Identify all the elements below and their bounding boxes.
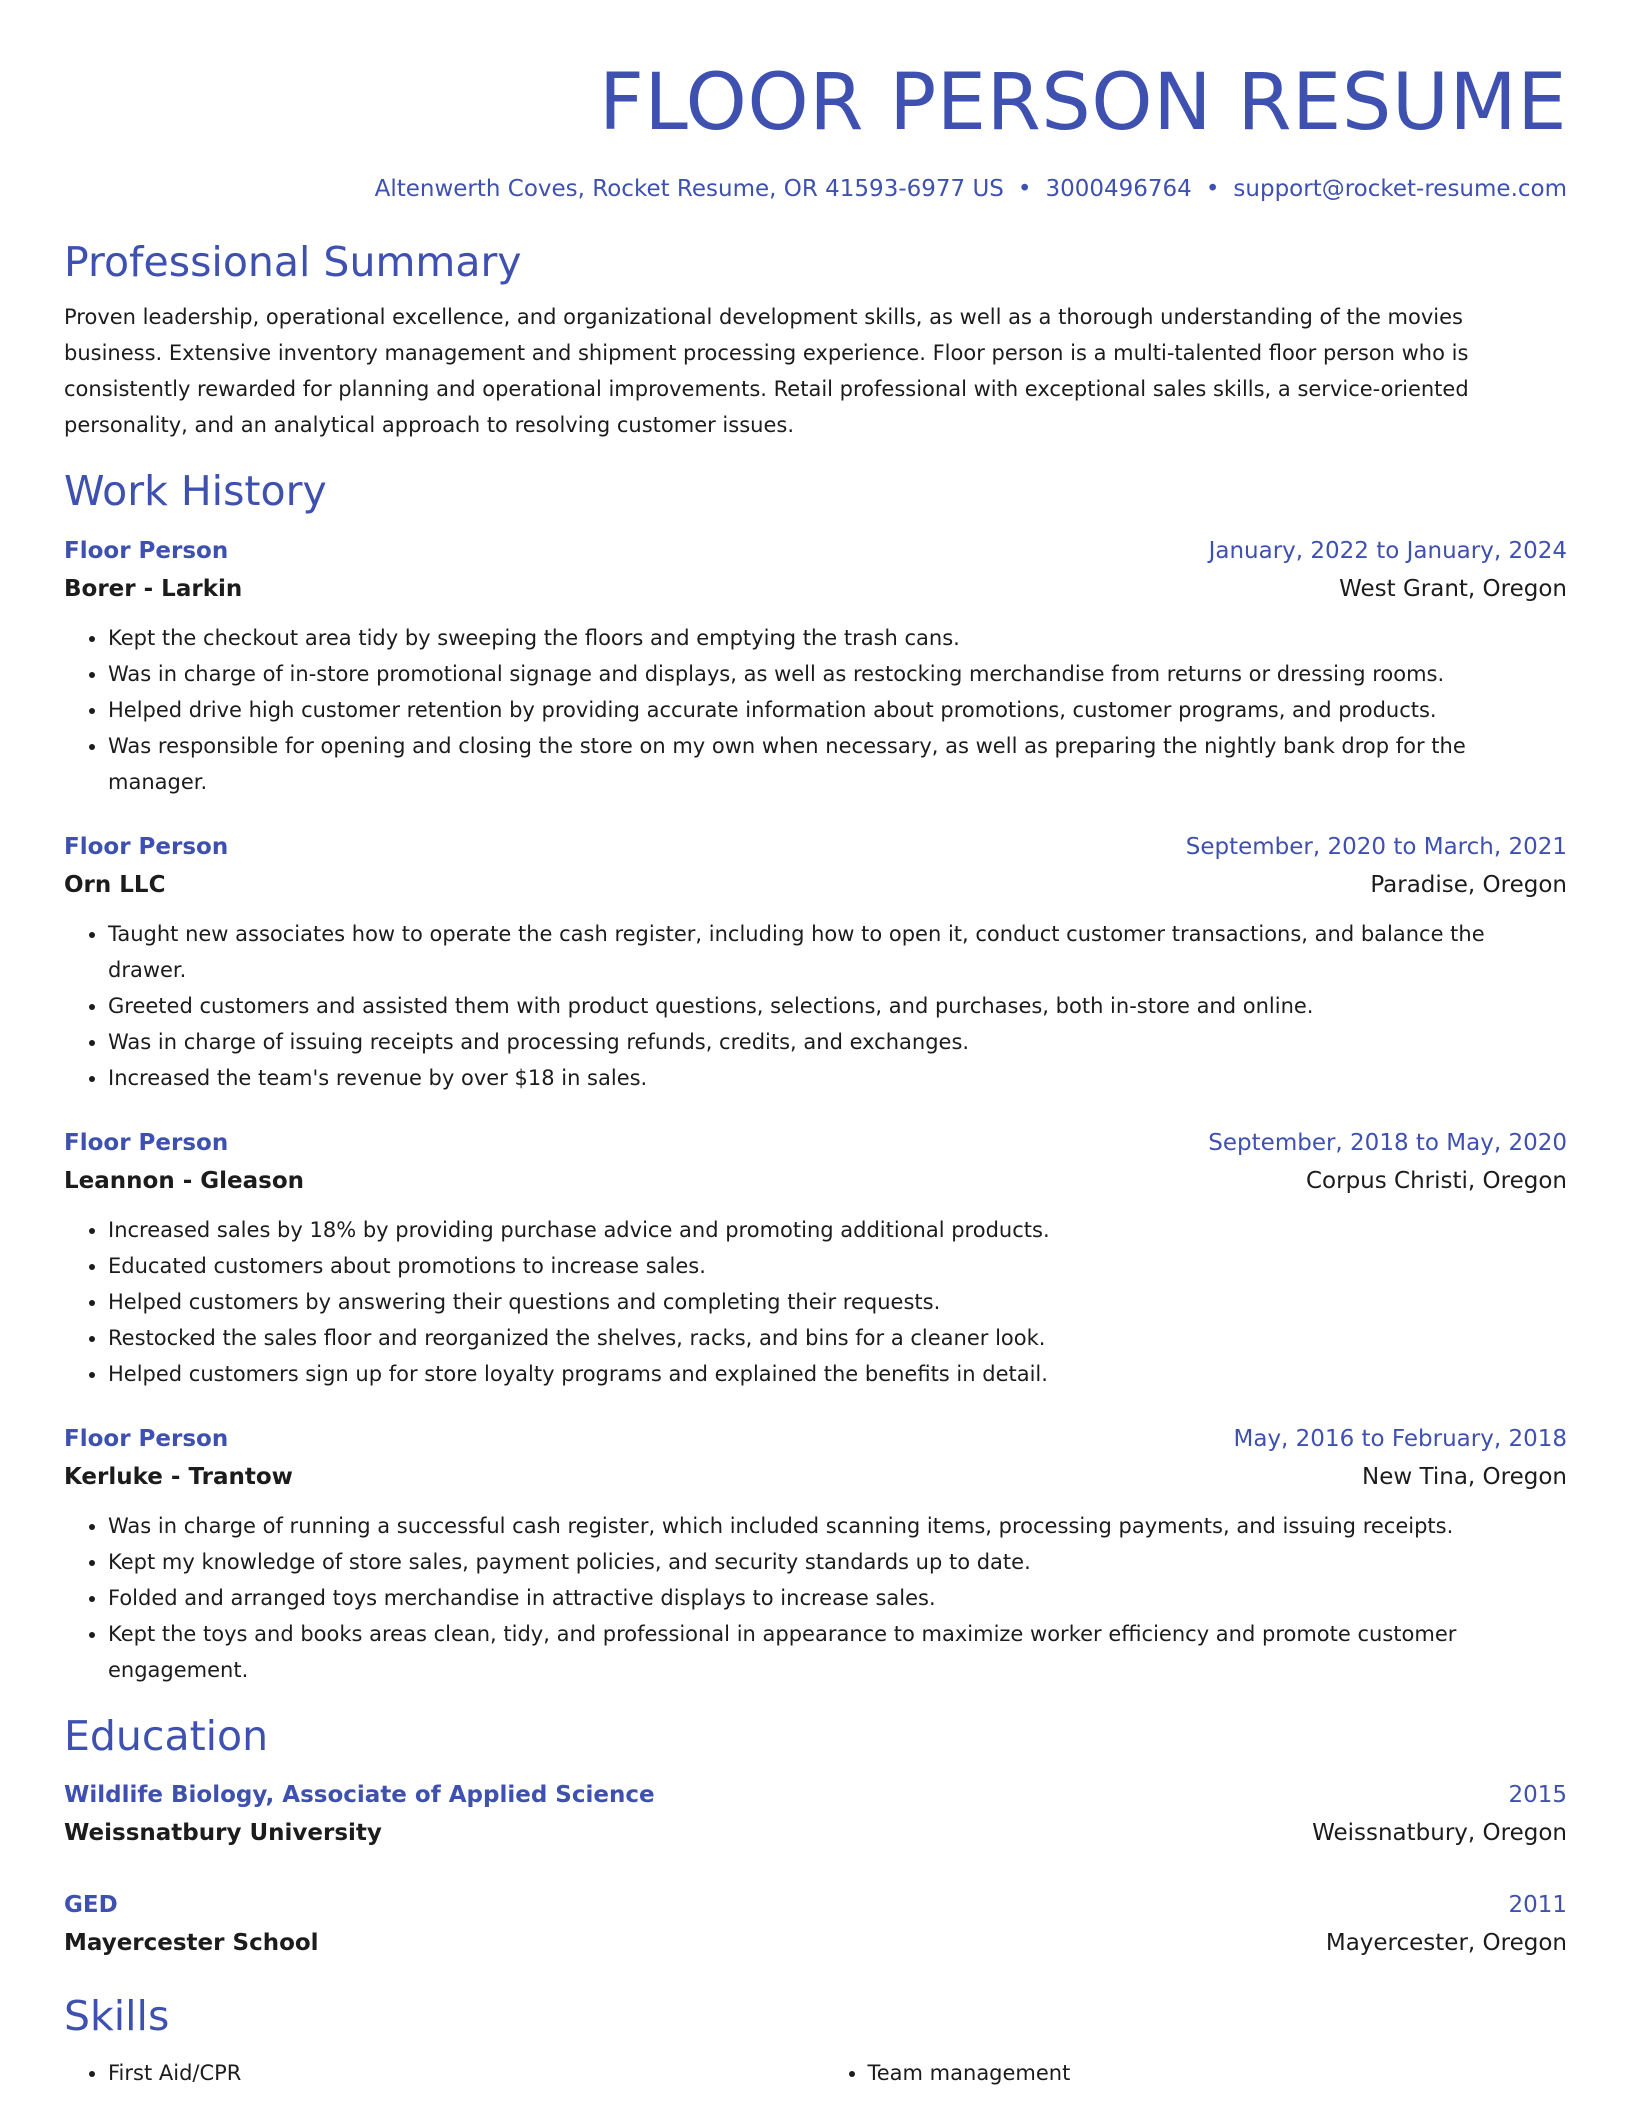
job-bullet: • Kept my knowledge of store sales, payment policies, and security standards up to date.	[108, 1544, 1567, 1580]
job-bullet: • Increased the team's revenue by over $18 in sales.	[108, 1060, 1567, 1096]
contact-line	[64, 176, 1567, 202]
skill-item: • First Aid/CPR	[108, 2055, 808, 2091]
job-bullet: • Restocked the sales floor and reorganized the shelves, racks, and bins for a cleaner look.	[108, 1320, 1567, 1356]
job-company: Orn LLC	[64, 872, 166, 899]
job-title: Floor Person	[64, 1130, 229, 1157]
job-bullets	[64, 916, 1567, 1096]
job-entry	[64, 532, 1567, 800]
job-bullet: • Helped drive high customer retention by providing accurate information about promotions, customer programs, and products.	[108, 692, 1567, 728]
education-degree: GED	[64, 1891, 118, 1918]
job-dates: September, 2018 to May, 2020	[1208, 1130, 1567, 1157]
job-bullet: • Folded and arranged toys merchandise in attractive displays to increase sales.	[108, 1580, 1567, 1616]
job-bullet: • Kept the checkout area tidy by sweeping the floors and emptying the trash cans.	[108, 620, 1567, 656]
job-bullet: • Educated customers about promotions to increase sales.	[108, 1248, 1567, 1284]
job-bullet: • Was responsible for opening and closing the store on my own when necessary, as well as preparing the nightly bank drop for the manager.	[108, 728, 1567, 800]
education-entry	[64, 1776, 1567, 1852]
skills-column-right	[808, 2055, 1568, 2091]
job-dates: September, 2020 to March, 2021	[1185, 834, 1567, 861]
contact-phone: 3000496764	[1045, 176, 1192, 202]
contact-separator: •	[1205, 176, 1220, 202]
job-title: Floor Person	[64, 1426, 229, 1453]
education-school-row	[64, 1814, 1567, 1852]
job-bullets	[64, 1508, 1567, 1688]
skills-column-left	[64, 2055, 808, 2091]
education-year: 2011	[1508, 1891, 1567, 1918]
job-header-row	[64, 1124, 1567, 1162]
job-bullet: • Helped customers sign up for store loyalty programs and explained the benefits in detail.	[108, 1356, 1567, 1392]
skills-heading: Skills	[64, 1991, 170, 2040]
job-bullet: • Increased sales by 18% by providing purchase advice and promoting additional products.	[108, 1212, 1567, 1248]
job-header-row	[64, 828, 1567, 866]
job-bullet: • Was in charge of issuing receipts and processing refunds, credits, and exchanges.	[108, 1024, 1567, 1060]
education-school: Weissnatbury University	[64, 1819, 382, 1846]
job-bullet: • Was in charge of in-store promotional signage and displays, as well as restocking merchandise from returns or dressing rooms.	[108, 656, 1567, 692]
job-bullets	[64, 1212, 1567, 1392]
resume-page	[64, 0, 1567, 2091]
job-bullet: • Greeted customers and assisted them with product questions, selections, and purchases, both in-store and online.	[108, 988, 1567, 1024]
job-company: Leannon - Gleason	[64, 1168, 305, 1195]
work-history-heading: Work History	[64, 467, 327, 516]
resume-title: FLOOR PERSON RESUME	[598, 58, 1567, 148]
job-bullet: • Taught new associates how to operate the cash register, including how to open it, conduct customer transactions, and balance the drawer.	[108, 916, 1567, 988]
job-location: New Tina, Oregon	[1362, 1464, 1567, 1491]
contact-separator: •	[1017, 176, 1032, 202]
job-entry	[64, 1124, 1567, 1392]
job-header-row	[64, 532, 1567, 570]
education-degree: Wildlife Biology, Associate of Applied Science	[64, 1781, 655, 1808]
education-school: Mayercester School	[64, 1929, 319, 1956]
job-bullets	[64, 620, 1567, 800]
skills-list	[64, 2055, 1567, 2091]
job-company: Borer - Larkin	[64, 576, 243, 603]
job-company-row	[64, 570, 1567, 608]
education-location: Weissnatbury, Oregon	[1312, 1819, 1567, 1846]
summary-text: Proven leadership, operational excellence, and organizational development skills, as well as a thorough understanding of the movies business. Extensive inventory management and shipment processing experience. Floor person is a multi-talented floor person who is consistently rewarded for planning and operational improvements. Retail professional with exceptional sales skills, a service-oriented personality, and an analytical approach to resolving customer issues.	[64, 305, 1469, 438]
education-year: 2015	[1508, 1781, 1567, 1808]
education-header-row	[64, 1776, 1567, 1814]
job-title: Floor Person	[64, 834, 229, 861]
job-company-row	[64, 1458, 1567, 1496]
job-location: Corpus Christi, Oregon	[1305, 1168, 1567, 1195]
job-bullet: • Kept the toys and books areas clean, tidy, and professional in appearance to maximize worker efficiency and promote customer engagement.	[108, 1616, 1567, 1688]
job-location: West Grant, Oregon	[1339, 576, 1567, 603]
education-school-row	[64, 1924, 1567, 1962]
education-location: Mayercester, Oregon	[1325, 1929, 1567, 1956]
job-entry	[64, 828, 1567, 1096]
job-bullet: • Was in charge of running a successful cash register, which included scanning items, processing payments, and issuing receipts.	[108, 1508, 1567, 1544]
summary-heading: Professional Summary	[64, 238, 522, 286]
job-entry	[64, 1420, 1567, 1688]
job-bullet: • Helped customers by answering their questions and completing their requests.	[108, 1284, 1567, 1320]
job-title: Floor Person	[64, 538, 229, 565]
job-dates: January, 2022 to January, 2024	[1208, 538, 1567, 565]
job-location: Paradise, Oregon	[1370, 872, 1567, 899]
skill-item: • Team management	[868, 2055, 1568, 2091]
education-entry	[64, 1886, 1567, 1962]
education-heading: Education	[64, 1712, 269, 1761]
job-company-row	[64, 866, 1567, 904]
contact-email: support@rocket-resume.com	[1233, 176, 1567, 202]
job-header-row	[64, 1420, 1567, 1458]
job-company: Kerluke - Trantow	[64, 1464, 293, 1491]
education-header-row	[64, 1886, 1567, 1924]
contact-address: Altenwerth Coves, Rocket Resume, OR 41593-6977 US	[374, 176, 1004, 202]
job-company-row	[64, 1162, 1567, 1200]
job-dates: May, 2016 to February, 2018	[1233, 1426, 1567, 1453]
